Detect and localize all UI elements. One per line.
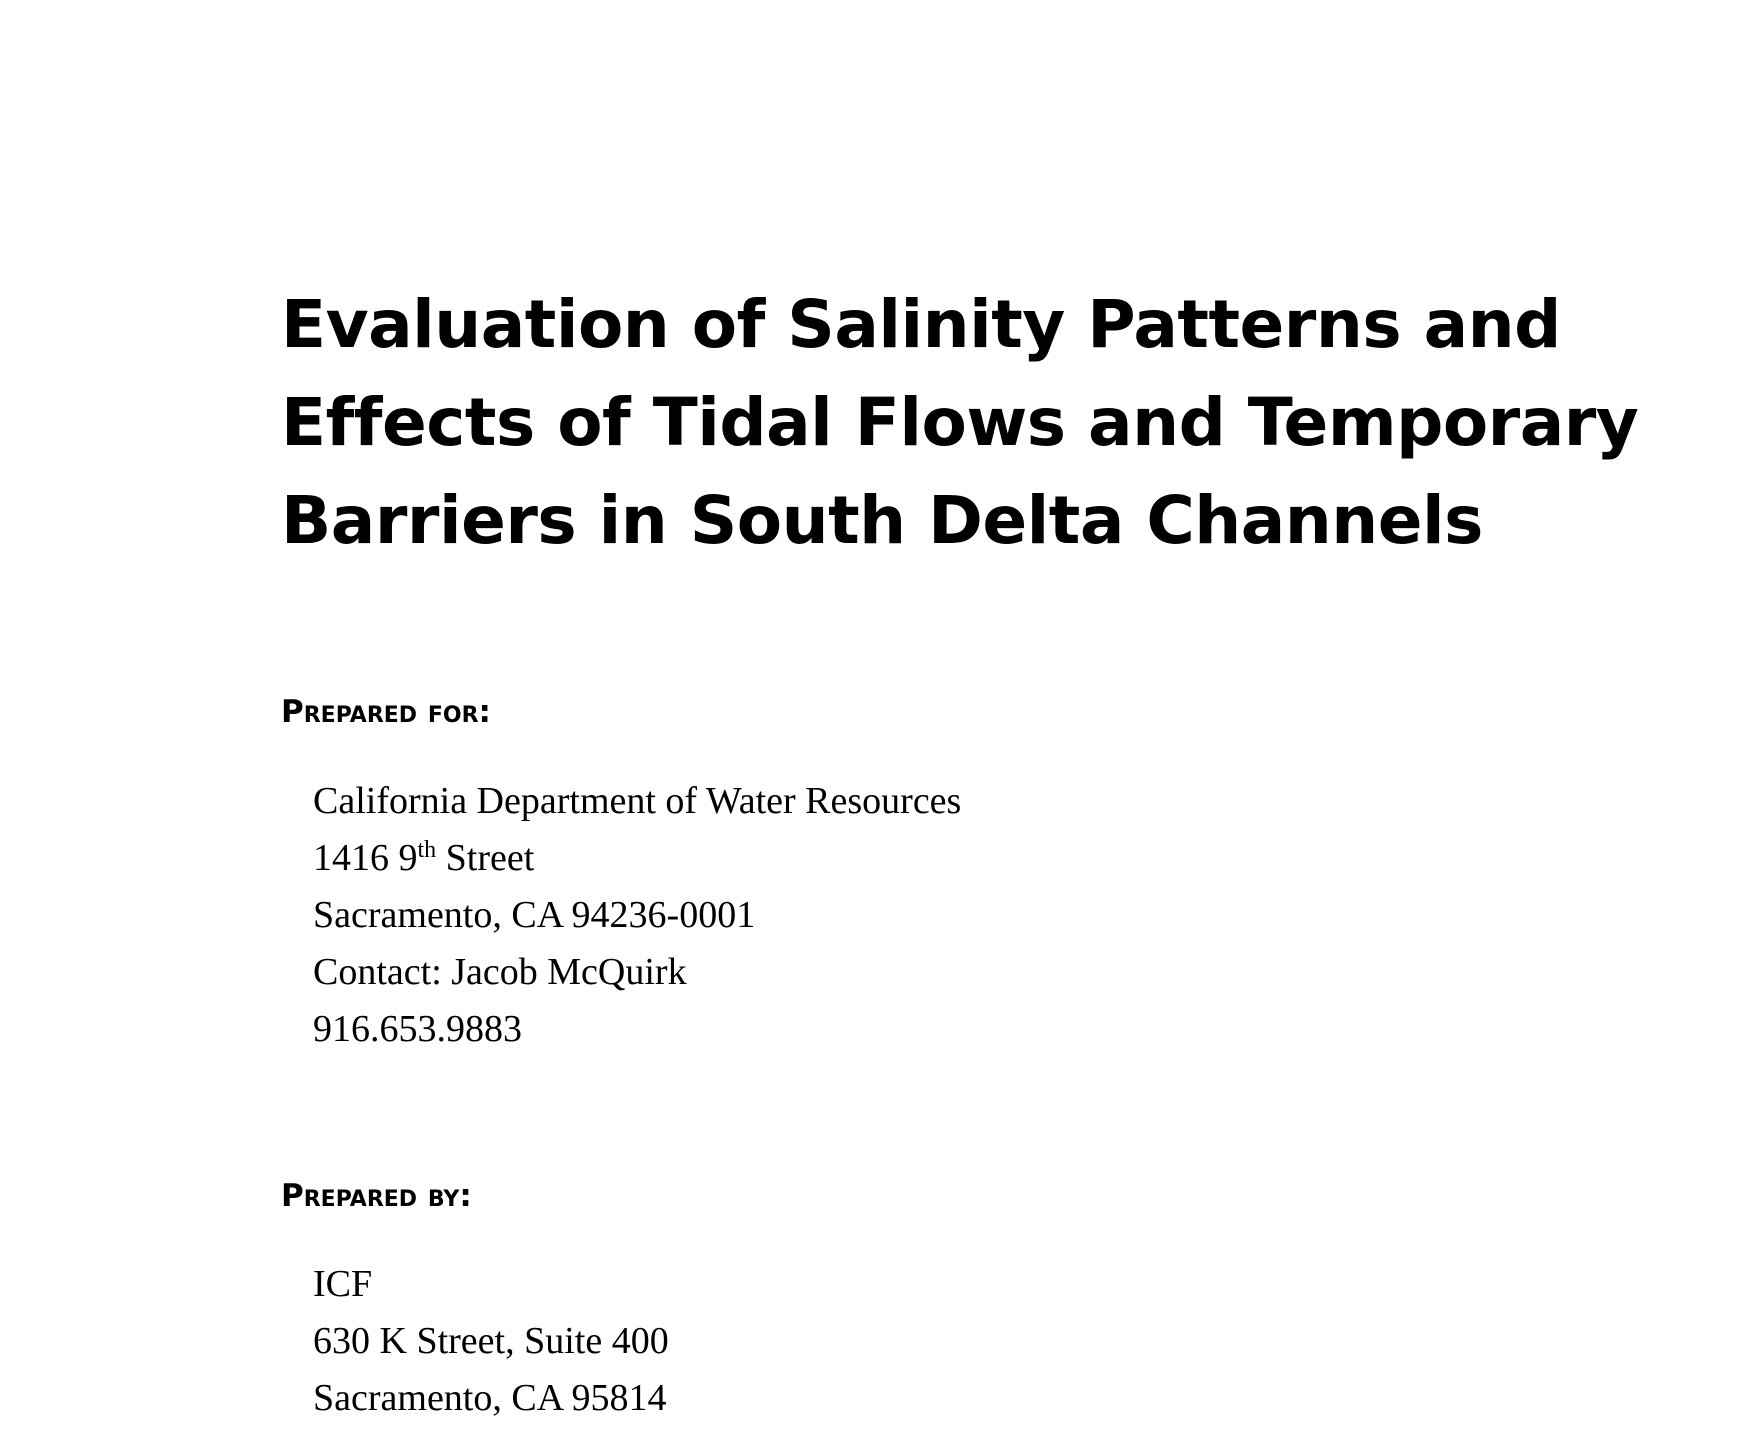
street-ordinal-suffix: th [417, 837, 437, 863]
title-line-2: Effects of Tidal Flows and Temporary [281, 384, 1639, 461]
title-line-3: Barriers in South Delta Channels [281, 482, 1483, 559]
prepared-for-label: Prepared for: [281, 694, 491, 730]
title-line-1: Evaluation of Salinity Patterns and [281, 286, 1561, 363]
prepared-for-organization: California Department of Water Resources [313, 780, 962, 822]
prepared-by-label: Prepared by: [281, 1178, 472, 1214]
prepared-for-contact: Contact: Jacob McQuirk [313, 951, 687, 993]
document-title [281, 276, 1639, 570]
prepared-for-phone: 916.653.9883 [313, 1008, 522, 1050]
prepared-by-street: 630 K Street, Suite 400 [313, 1320, 669, 1362]
prepared-for-city-line: Sacramento, CA 94236-0001 [313, 894, 756, 936]
prepared-for-address [313, 773, 961, 1058]
prepared-for-street [313, 830, 961, 887]
street-number: 1416 9 [313, 837, 418, 879]
prepared-by-city-line: Sacramento, CA 95814 [313, 1377, 667, 1419]
street-name: Street [436, 837, 535, 879]
prepared-by-organization: ICF [313, 1263, 373, 1305]
prepared-by-address [313, 1256, 669, 1427]
